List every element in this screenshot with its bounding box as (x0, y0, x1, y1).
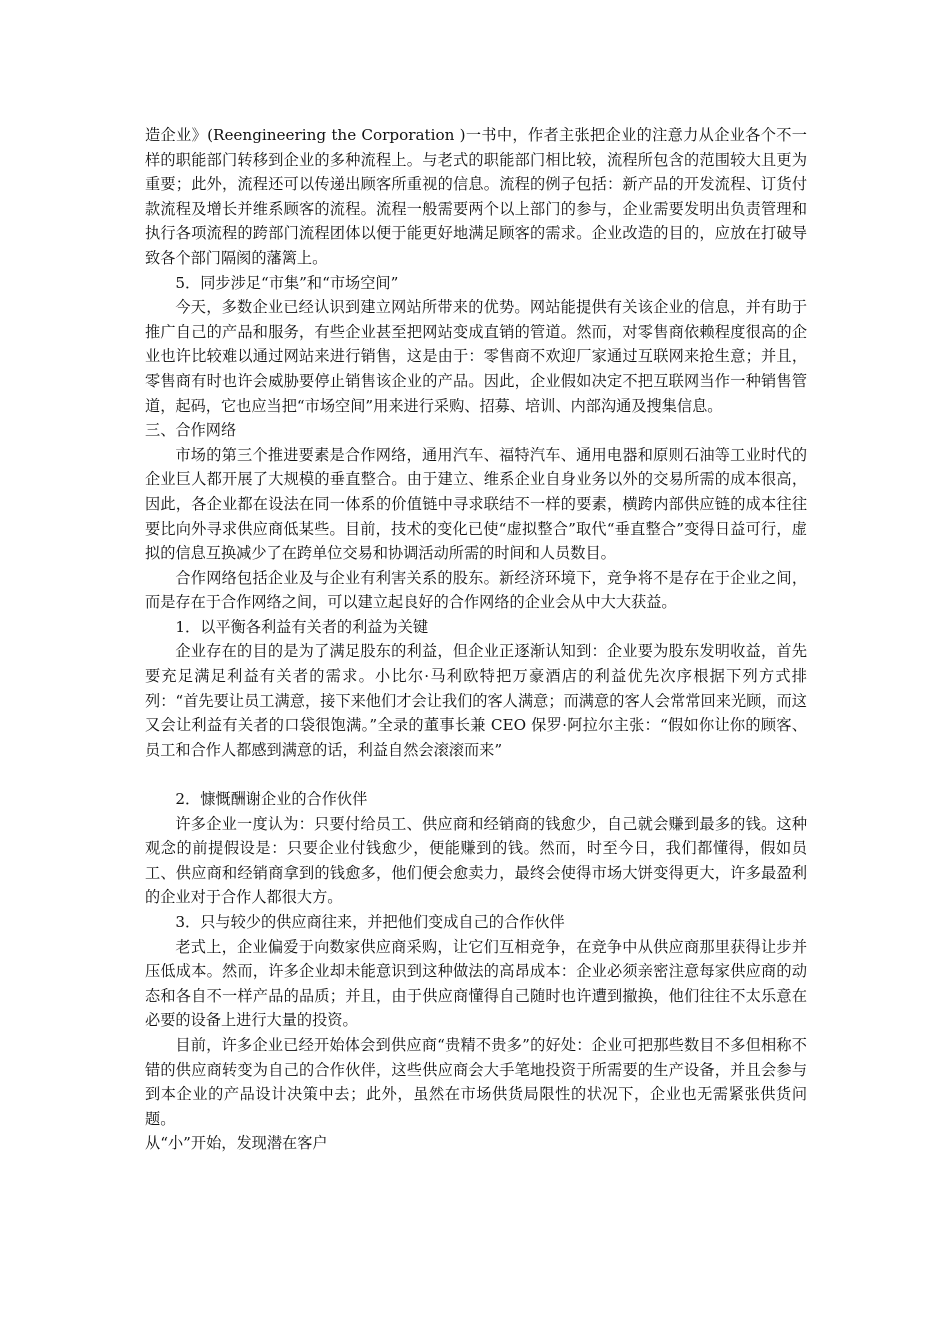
section-heading-cooperation-network: 三、合作网络 (145, 421, 237, 440)
paragraph-stakeholders: 企业存在的目的是为了满足股东的利益，但企业正逐渐认知到：企业要为股东发明收益，首先要充足满足利益有关者的需求。小比尔·马利欧特把万豪酒店的利益优先次序根据下列方式排列：“首先要让员工满意，接下来他们才会让我们的客人满意；而满意的客人会常常回来光顾，而这又会让利益有关者的口袋很饱满。”全录的董事长兼 CEO 保罗·阿拉尔主张：“假如你让你的顾客、员工和合作人都感到满意的话，利益自然会滚滚而来” (145, 642, 807, 759)
section-heading-2: 2．慷慨酬谢企业的合作伙伴 (175, 790, 368, 809)
blank-line (145, 762, 807, 787)
paragraph-website: 今天，多数企业已经认识到建立网站所带来的优势。网站能提供有关该企业的信息，并有助于推广自己的产品和服务，有些企业甚至把网站变成直销的管道。然而，对零售商依赖程度很高的企业也许比较难以通过网站来进行销售，这是由于：零售商不欢迎厂家通过互联网来抢生意；并且，零售商有时也许会威胁要停止销售该企业的产品。因此，企业假如决定不把互联网当作一种销售管道，起码，它也应当把“市场空间”用来进行采购、招募、培训、内部沟通及搜集信息。 (145, 298, 807, 415)
paragraph-reengineering: 造企业》(Reengineering the Corporation )一书中，作者主张把企业的注意力从企业各个不一样的职能部门转移到企业的多种流程上。与老式的职能部门相比较，流程所包含的范围较大且更为重要；此外，流程还可以传递出顾客所重视的信息。流程的例子包括：新产品的开发流程、订货付款流程及增长并维系顾客的流程。流程一般需要两个以上部门的参与，企业需要发明出负责管理和执行各项流程的跨部门流程团体以便于能更好地满足顾客的需求。企业改造的目的，应放在打破导致各个部门隔阂的藩篱上。 (145, 126, 807, 267)
paragraph-generous-partners: 许多企业一度认为：只要付给员工、供应商和经销商的钱愈少，自己就会赚到最多的钱。这种观念的前提假设是：只要企业付钱愈少，便能赚到的钱。然而，时至今日，我们都懂得，假如员工、供应商和经销商拿到的钱愈多，他们便会愈卖力，最终会使得市场大饼变得更大，许多最盈利的企业对于合作人都很大方。 (145, 814, 807, 907)
paragraph-cooperation-network: 合作网络包括企业及与企业有利害关系的股东。新经济环境下，竞争将不是存在于企业之间，而是存在于合作网络之间，可以建立起良好的合作网络的企业会从中大大获益。 (145, 568, 807, 612)
section-heading-3: 3．只与较少的供应商往来，并把他们变成自己的合作伙伴 (175, 913, 565, 931)
paragraph-traditional-suppliers: 老式上，企业偏爱于向数家供应商采购，让它们互相竞争，在竞争中从供应商那里获得让步并压低成本。然而，许多企业却未能意识到这种做法的高昂成本：企业必须亲密注意每家供应商的动态和各自不一样产品的品质；并且，由于供应商懂得自己随时也许遭到撤换，他们往往不太乐意在必要的设备上进行大量的投资。 (145, 937, 807, 1030)
section-heading-1: 1．以平衡各利益有关者的利益为关键 (175, 617, 429, 636)
paragraph-third-driver: 市场的第三个推进要素是合作网络，通用汽车、福特汽车、通用电器和原则石油等工业时代的企业巨人都开展了大规模的垂直整合。由于建立、维系企业自身业务以外的交易所需的成本很高，因此，各企业都在设法在同一体系的价值链中寻求联结不一样的要素，横跨内部供应链的成本往往要比向外寻求供应商低某些。目前，技术的变化已使“虚拟整合”取代“垂直整合”变得日益可行，虚拟的信息互换减少了在跨单位交易和协调活动所需的时间和人员数目。 (145, 445, 807, 563)
document-page (145, 123, 807, 1156)
section-heading-5: 5．同步涉足“市集”和“市场空间” (175, 273, 399, 292)
section-heading-small-start: 从“小”开始，发现潜在客户 (145, 1134, 328, 1153)
paragraph-fewer-suppliers: 目前，许多企业已经开始体会到供应商“贵精不贵多”的好处：企业可把那些数目不多但相称不错的供应商转变为自己的合作伙伴，这些供应商会大手笔地投资于所需要的生产设备，并且会参与到本企业的产品设计决策中去；此外，虽然在市场供货局限性的状况下，企业也无需紧张供货问题。 (145, 1035, 807, 1128)
